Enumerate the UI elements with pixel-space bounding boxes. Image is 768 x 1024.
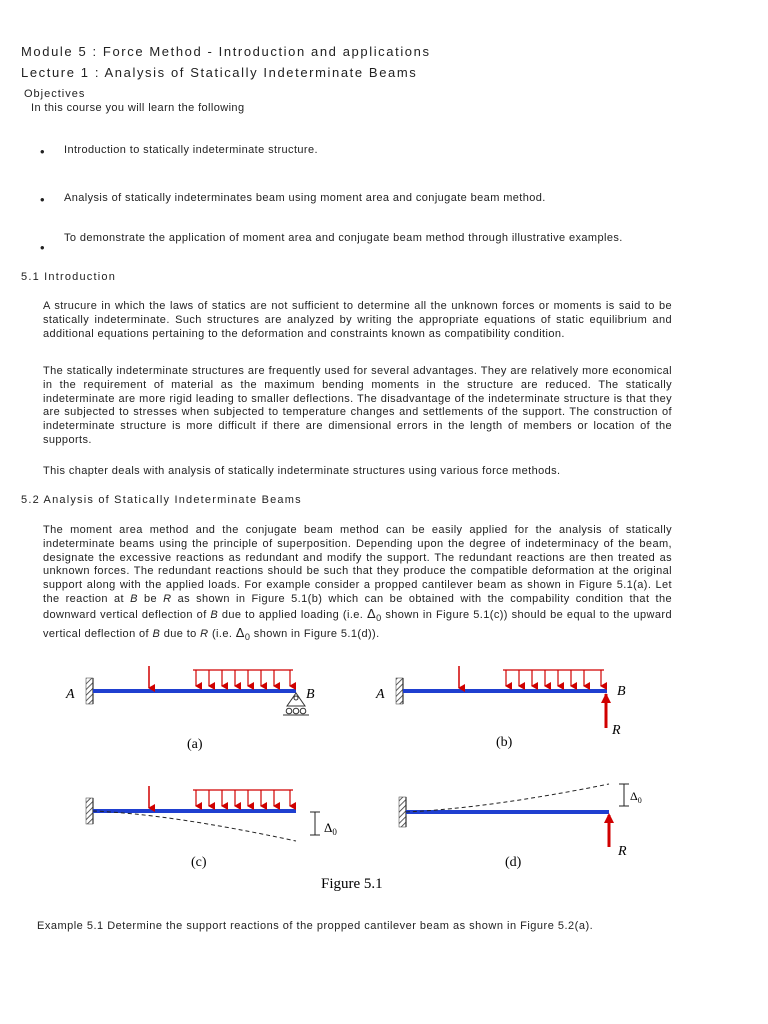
fixed-support bbox=[86, 798, 93, 824]
objective-item: Introduction to statically indeterminate structure. bbox=[64, 144, 318, 156]
bullet-icon: • bbox=[40, 240, 45, 255]
deflected-shape bbox=[93, 811, 296, 841]
label-a-point: A bbox=[66, 687, 75, 702]
lecture-title: Lecture 1 : Analysis of Statically Indeterminate Beams bbox=[21, 65, 418, 80]
delta-label: $\Delta_0$ bbox=[630, 789, 642, 805]
module-title: Module 5 : Force Method - Introduction and applications bbox=[21, 44, 431, 59]
fixed-support bbox=[86, 678, 93, 704]
deflected-shape bbox=[406, 784, 609, 812]
figure-caption: Figure 5.1 bbox=[321, 876, 383, 892]
example-text: Example 5.1 Determine the support reactions of the propped cantilever beam as shown in Figure 5.2(a). bbox=[37, 920, 594, 932]
label-b-point: B bbox=[306, 687, 315, 702]
fixed-support bbox=[396, 678, 403, 704]
objectives-intro: In this course you will learn the following bbox=[31, 102, 245, 114]
distributed-load bbox=[503, 670, 604, 686]
distributed-load bbox=[193, 790, 293, 806]
section-heading-5-2: 5.2 Analysis of Statically Indeterminate Beams bbox=[21, 494, 302, 506]
intro-paragraph-2: The statically indeterminate structures are frequently used for several advantages. They are relatively more economical in the requirement of material as the maximum bending moments in the structure are reduced. The statically indeterminate are more rigid leading to smaller deflections. The disadvantage of the indeterminate structure is that they are subjected to stresses when subjected to temperature changes and settlements of the support. The construction of indeterminate structure is more difficult if there are dimensional errors in the length of members or location of the supports. bbox=[43, 365, 672, 446]
intro-paragraph-3: This chapter deals with analysis of statically indeterminate structures using various force methods. bbox=[43, 465, 561, 477]
delta-label: $\Delta_0$ bbox=[324, 820, 337, 837]
figure-panel-c bbox=[86, 786, 337, 870]
figure-panel-a bbox=[65, 666, 315, 752]
beams-paragraph: The moment area method and the conjugate beam method can be easily applied for the analysis of statically indeterminate beams using the principle of superposition. Depending upon the degree of indeterminacy of the beam, designate the excessive reactions as redundant and modify the support. The redundant reactions are then treated as unknown forces. The redundant reactions should be such that they produce the compatible deformation at the original support along with the applied loads. For example consider a propped cantilever beam as shown in Figure 5.1(a). Let the reaction at B be R as shown in Figure 5.1(b) which can be obtained with the compability condition that the downward vertical deflection of B due to applied loading (i.e. $\Delta_0$ shown in Figure 5.1(c)) should be equal to the upward vertical deflection of B due to R (i.e. $\Delta_0$ shown in Figure 5.1(d)). bbox=[43, 524, 673, 642]
figure-5-1 bbox=[0, 660, 768, 900]
fixed-support bbox=[399, 797, 406, 827]
label-a-point: A bbox=[376, 687, 385, 702]
label-b-point: B bbox=[617, 684, 626, 699]
objectives-heading: Objectives bbox=[24, 88, 86, 100]
deflection-dimension bbox=[619, 784, 629, 806]
panel-label-d: (d) bbox=[505, 855, 522, 870]
figure-panel-d bbox=[399, 784, 642, 870]
deflection-dimension bbox=[310, 812, 320, 835]
panel-label-a: (a) bbox=[187, 737, 203, 752]
section-heading-5-1: 5.1 Introduction bbox=[21, 271, 117, 283]
panel-label-c: (c) bbox=[191, 855, 207, 870]
panel-label-b: (b) bbox=[496, 735, 513, 750]
intro-paragraph-1: A strucure in which the laws of statics are not sufficient to determine all the unknown forces or moments is said to be statically indeterminate. Such structures are analyzed by writing the appropriate equations of static equilibrium and additional equations pertaining to the deformation and constraints known as compatibility condition. bbox=[43, 300, 672, 340]
label-r: R bbox=[618, 844, 627, 859]
figure-panel-b bbox=[375, 666, 626, 750]
bullet-icon: • bbox=[40, 192, 45, 207]
objective-item: To demonstrate the application of moment area and conjugate beam method through illustrative examples. bbox=[64, 232, 623, 244]
objective-item: Analysis of statically indeterminates beam using moment area and conjugate beam method. bbox=[64, 192, 546, 204]
distributed-load bbox=[193, 670, 293, 686]
label-r: R bbox=[612, 723, 621, 738]
bullet-icon: • bbox=[40, 144, 45, 159]
